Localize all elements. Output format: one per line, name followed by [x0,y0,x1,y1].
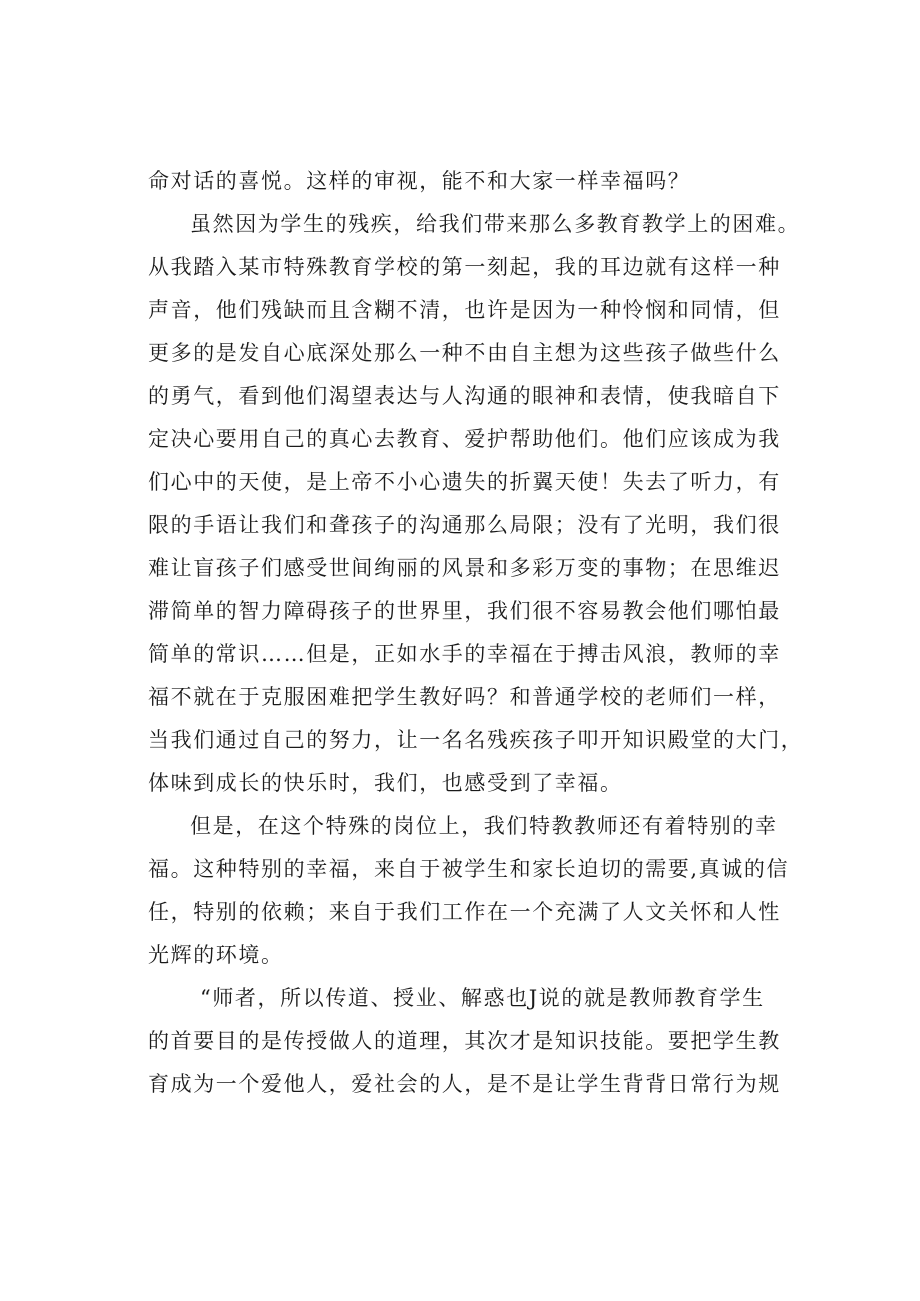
body-text [148,160,828,1106]
paragraph-start-line: 虽然因为学生的残疾，给我们带来那么多教育教学上的困难。 [190,212,801,236]
text-line: 滞简单的智力障碍孩子的世界里，我们很不容易教会他们哪怕最 [148,599,781,623]
text-line: 当我们通过自己的努力，让一名名残疾孩子叩开知识殿堂的大门， [148,728,804,752]
text-line: 任，特别的依赖；来自于我们工作在一个充满了人文关怀和人性 [148,900,781,924]
text-line: 福。这种特别的幸福，来自于被学生和家长迫切的需要,真诚的信 [148,857,790,881]
text-line: 命对话的喜悦。这样的审视，能不和大家一样幸福吗？ [148,169,691,193]
text-line: 的首要目的是传授做人的道理，其次才是知识技能。要把学生教 [148,1029,781,1053]
text-line: 难让盲孩子们感受世间绚丽的风景和多彩万变的事物；在思维迟 [148,556,781,580]
text-line: 们心中的天使，是上帝不小心遗失的折翼天使！失去了听力，有 [148,470,781,494]
text-line: 体味到成长的快乐时，我们，也感受到了幸福。 [148,771,623,795]
text-line: 福不就在于克服困难把学生教好吗？和普通学校的老师们一样， [148,685,781,709]
text-line: 更多的是发自心底深处那么一种不由自主想为这些孩子做些什么 [148,341,781,365]
text-line: 光辉的环境。 [148,943,284,967]
text-line: 从我踏入某市特殊教育学校的第一刻起，我的耳边就有这样一种 [148,255,781,279]
text-line: 育成为一个爱他人，爱社会的人，是不是让学生背背日常行为规 [148,1072,781,1096]
text-line: 简单的常识……但是，正如水手的幸福在于搏击风浪，教师的幸 [148,642,781,666]
text-line: 声音，他们残缺而且含糊不清，也许是因为一种怜悯和同情，但 [148,298,781,322]
paragraph-start-line: “师者，所以传道、授业、解惑也J说的就是教师教育学生 [200,986,765,1010]
paragraph-start-line: 但是，在这个特殊的岗位上，我们特教教师还有着特别的幸 [190,814,778,838]
text-line: 的勇气，看到他们渴望表达与人沟通的眼神和表情，使我暗自下 [148,384,781,408]
text-line: 定决心要用自己的真心去教育、爱护帮助他们。他们应该成为我 [148,427,781,451]
text-line: 限的手语让我们和聋孩子的沟通那么局限；没有了光明，我们很 [148,513,781,537]
